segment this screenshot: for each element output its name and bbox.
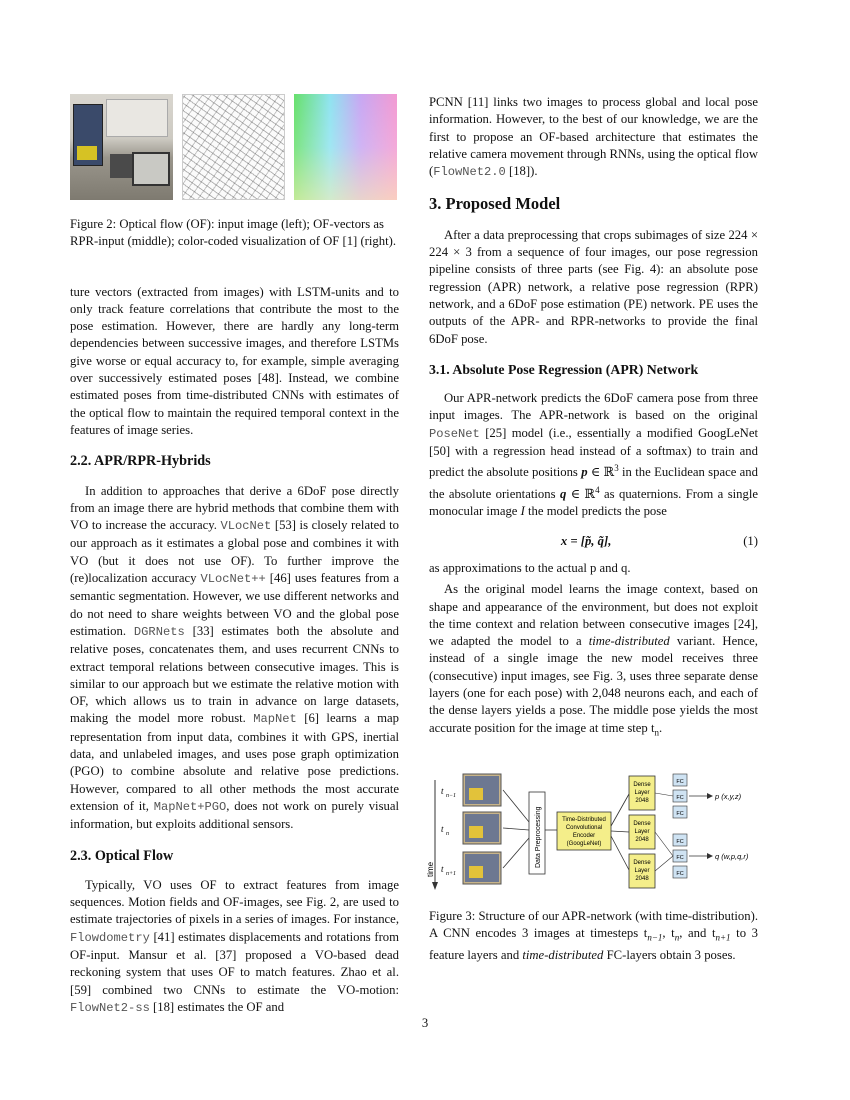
label-t-prev: t bbox=[441, 785, 444, 796]
figure-3 bbox=[426, 772, 758, 892]
ref-posenet: PoseNet bbox=[429, 426, 480, 441]
encoder-line-3: Encoder bbox=[572, 832, 596, 839]
of-vectors-image bbox=[182, 94, 285, 200]
figure-2-caption: Figure 2: Optical flow (OF): input image (left); OF-vectors as RPR-input (middle); color-coded visualization of OF [1] (right). bbox=[70, 217, 397, 249]
svg-text:Dense: Dense bbox=[633, 820, 651, 827]
section-2-3-title: 2.3. Optical Flow bbox=[70, 847, 174, 864]
label-t-cur-sub: n bbox=[446, 830, 449, 837]
encoder-line-2: Convolutional bbox=[565, 824, 603, 831]
left-column bbox=[70, 94, 399, 1017]
paragraph-continued: ture vectors (extracted from images) with LSTM-units and to only track feature correlations that contribute the most to the pose estimation. However, there are hardly any long-term dependencies between successive images, and therefore LSTMs give worse or equal accuracy to, for example, simple averaging over successively estimated poses [48]. Instead, we combine estimated poses from time-distributed CNNs with estimates of the optical flow to maintain the required temporal context in the features of image series. bbox=[70, 284, 399, 437]
input-image-stack-1 bbox=[463, 774, 501, 806]
apr-network-diagram bbox=[426, 772, 758, 892]
paragraph-approximations: as approximations to the actual p and q. bbox=[429, 561, 631, 575]
input-image bbox=[70, 94, 173, 200]
section-2-2-title: 2.2. APR/RPR-Hybrids bbox=[70, 453, 211, 470]
ref-flownet2-0: FlowNet2.0 bbox=[433, 165, 506, 180]
paragraph-apr: Our APR-network predicts the 6DoF camera pose from three input images. The APR-network is based on the original PoseNet [25] model (i.e., essentially a modified GoogLeNet [50] with a regression head instead of a softmax) to train and predict the absolute positions p ∈ ℝ$^3$ in the Euclidean space and the absolute orientations q ∈ ℝ$^4$ as quaternions. From a single monocular image I the model predicts the pose bbox=[429, 391, 759, 519]
figure-2 bbox=[70, 94, 399, 200]
encoder-line-1: Time-Distributed bbox=[562, 816, 606, 823]
fc-group-top bbox=[673, 774, 687, 818]
equation-body: x = [p̃, q̃], bbox=[560, 533, 612, 548]
svg-text:FC: FC bbox=[676, 778, 684, 785]
ref-mapnet-pgo: MapNet+PGO bbox=[153, 799, 227, 814]
equation-1 bbox=[429, 533, 758, 550]
figure-3-caption: Figure 3: Structure of our APR-network (with time-distribution). A CNN encodes 3 images at timesteps $t_{n-1}$, $t_n$, and $t_{n+1}$ to 3 feature layers and time-distributed FC-layers obtain 3 poses. bbox=[429, 908, 759, 962]
output-p-label: p (x,y,z) bbox=[715, 791, 742, 801]
ref-flowdometry: Flowdometry bbox=[70, 930, 150, 945]
label-t-next-sub: n+1 bbox=[446, 870, 457, 877]
label-t-cur: t bbox=[441, 823, 444, 834]
encoder-line-4: (GoogLeNet) bbox=[566, 840, 602, 847]
dense-layer-3 bbox=[629, 854, 655, 888]
svg-text:FC: FC bbox=[676, 794, 684, 801]
svg-text:Dense: Dense bbox=[633, 859, 651, 866]
preprocessing-label: Data Preprocessing bbox=[535, 806, 542, 868]
svg-text:Layer: Layer bbox=[634, 867, 650, 874]
input-image-stack-2 bbox=[463, 812, 501, 844]
right-column bbox=[426, 94, 759, 964]
paragraph-time-distributed: As the original model learns the image context, based on shape and appearance of the environment, but does not exploit the time context and relation between consecutive images [24], we adapted the model to a time-distributed variant. Hence, instead of a single image the new model receives three (consecutive) input images, see Fig. 3, uses three separate dense layers (one for each pose) with 2,048 neurons each, and each of the dense layers yields a pose. The middle pose yields the most accurate position for the image at time step $t_n$. bbox=[429, 582, 758, 738]
svg-text:2048: 2048 bbox=[635, 836, 649, 843]
section-3-title: 3. Proposed Model bbox=[429, 194, 561, 214]
input-image-stack-3 bbox=[463, 852, 501, 884]
page-number: 3 bbox=[421, 1016, 429, 1030]
color-coded-of-image bbox=[294, 94, 397, 200]
svg-text:Layer: Layer bbox=[634, 828, 650, 835]
svg-text:Dense: Dense bbox=[633, 781, 651, 788]
svg-text:FC: FC bbox=[676, 854, 684, 861]
svg-text:Layer: Layer bbox=[634, 789, 650, 796]
dense-layer-2 bbox=[629, 815, 655, 849]
output-q-label: q (w,p,q,r) bbox=[715, 851, 749, 861]
section-3-1-title: 3.1. Absolute Pose Regression (APR) Network bbox=[429, 361, 699, 377]
svg-text:FC: FC bbox=[676, 838, 684, 845]
ref-vlocnet: VLocNet bbox=[220, 519, 272, 534]
svg-text:2048: 2048 bbox=[635, 875, 649, 882]
paragraph-proposed-model: After a data preprocessing that crops subimages of size 224 × 224 × 3 from a sequence of four images, our pose regression pipeline consists of three parts (see Fig. 4): an absolute pose regression (APR) network, a relative pose regression (RPR) network, and a 6DoF pose estimation (PE) network. PE uses the outputs of the APR- and RPR-networks to provide the final 6DoF pose. bbox=[429, 227, 758, 346]
fc-group-bottom bbox=[673, 834, 687, 878]
svg-text:FC: FC bbox=[676, 870, 684, 877]
time-label: time bbox=[426, 861, 435, 877]
equation-number: (1) bbox=[743, 533, 758, 548]
ref-mapnet: MapNet bbox=[253, 712, 297, 727]
dense-layer-1 bbox=[629, 776, 655, 810]
ref-vlocnetpp: VLocNet++ bbox=[200, 572, 266, 587]
svg-text:FC: FC bbox=[676, 810, 684, 817]
time-arrow bbox=[432, 882, 438, 890]
paragraph-hybrids: In addition to approaches that derive a 6DoF pose directly from an image there are hybrid methods that combine them with VO to increase the accuracy. VLocNet [53] is closely related to our approach as it estimates a global pose and combines it with VO (but it does not use OF). To further improve the (re)localization accuracy VLocNet++ [46] uses features from a semantic segmentation. However, we use different networks and do not need to share weights between VO and the global pose estimation. DGRNets [33] estimates both the absolute and relative poses, concatenates them, and uses recurrent CNNs to extract temporal relations between consecutive images. This is similar to our approach but we estimate the relative motion with OF, which allows us to train in advance on large datasets, making the model more robust. MapNet [6] learns a map representation from input data, combines it with GPS, inertial data, and unlabeled images, and uses pose graph optimization (PGO) to combine absolute and relative pose predictions. However, compared to all other methods the most accurate extension of it, MapNet+PGO, does not work on purely visual information, but exploits additional sensors. bbox=[70, 483, 400, 832]
label-t-prev-sub: n−1 bbox=[446, 792, 457, 799]
ref-dgrnets: DGRNets bbox=[133, 624, 185, 639]
ref-flownet2-ss: FlowNet2-ss bbox=[70, 1000, 150, 1015]
paragraph-pcnn: PCNN [11] links two images to process global and local pose information. However, to the best of our knowledge, we are the first to propose an OF-based architecture that estimates the relative camera movement through RNNs, using the optical flow (FlowNet2.0 [18]). bbox=[429, 95, 758, 180]
paragraph-optical-flow: Typically, VO uses OF to extract features from image sequences. Motion fields and OF-images, see Fig. 2, are used to estimate trajectories of pixels in a series of images. For instance, Flowdometry [41] estimates displacements and rotations from OF-input. Mansur et al. [37] proposed a VO-based dead reckoning system that uses OF to match features. Zhao et al. [59] combined two CNNs to estimate the VO-motion: FlowNet2-ss [18] estimates the OF and bbox=[70, 877, 400, 1015]
label-t-next: t bbox=[441, 863, 444, 874]
svg-text:2048: 2048 bbox=[635, 797, 649, 804]
